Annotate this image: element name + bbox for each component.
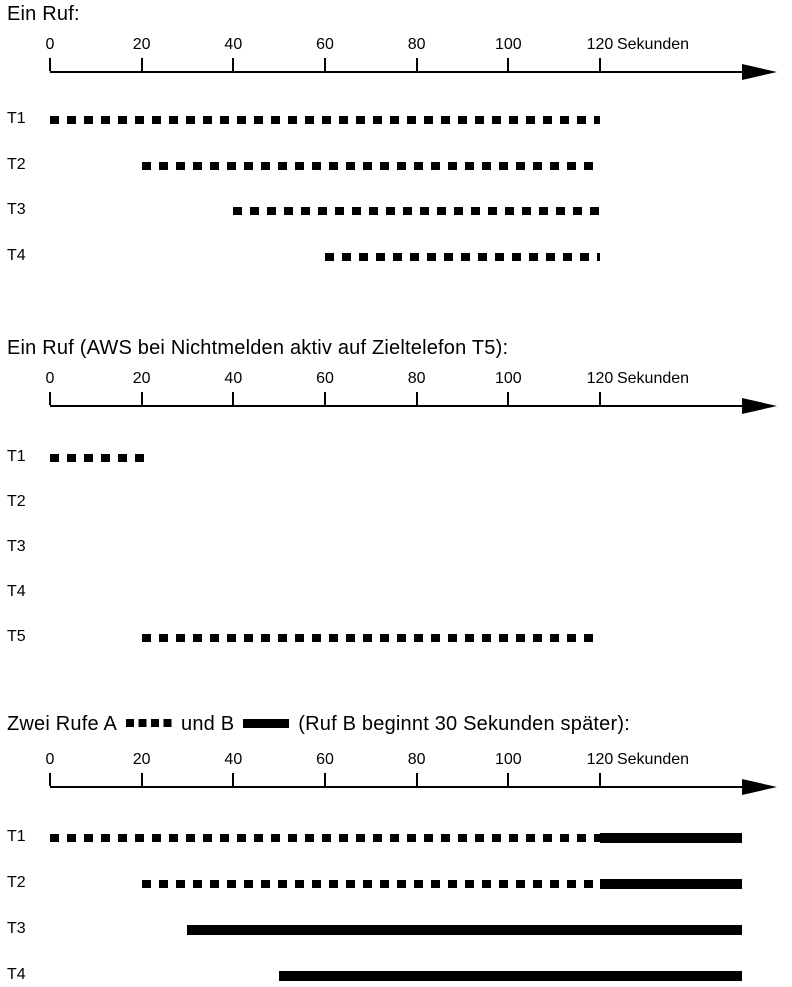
- axis-tick-label: 40: [224, 36, 243, 53]
- axis-tick-mark: [324, 58, 326, 71]
- axis-tick-mark: [416, 58, 418, 71]
- title-text: Ein Ruf:: [7, 3, 80, 25]
- axis-tick-mark: [141, 392, 143, 405]
- row-label-t5: T5: [7, 628, 26, 645]
- row-label-t3: T3: [7, 538, 26, 555]
- axis-tick-label: 0: [45, 370, 55, 387]
- ring-bar-solid: [279, 971, 742, 981]
- ring-bar-dashed: [142, 162, 600, 170]
- ring-bar-dashed: [50, 454, 146, 462]
- axis-tick-mark: [49, 773, 51, 786]
- axis-tick-label: 60: [316, 370, 334, 387]
- axis-tick-label: 120: [586, 370, 614, 387]
- axis-tick-label: 120: [586, 751, 614, 768]
- ring-bar-dashed: [50, 116, 600, 124]
- axis-tick-label: 80: [407, 36, 426, 53]
- row-label-t4: T4: [7, 246, 26, 264]
- row-label-t2: T2: [7, 874, 26, 891]
- axis-tick-mark: [49, 58, 51, 71]
- axis-tick-label: 80: [407, 370, 426, 387]
- ring-bar-dashed: [142, 880, 600, 888]
- title-text: und B: [181, 713, 235, 735]
- title-text: Ein Ruf (AWS bei Nichtmelden aktiv auf Zieltelefon T5):: [7, 337, 509, 359]
- ring-bar-dashed: [325, 253, 600, 261]
- axis-arrowhead-icon: [742, 64, 777, 80]
- diagram-title: [7, 3, 80, 25]
- axis-tick-mark: [232, 392, 234, 405]
- ring-bar-solid: [600, 833, 742, 843]
- row-label-t2: T2: [7, 155, 26, 173]
- axis-tick-label: 60: [316, 751, 334, 768]
- row-label-t1: T1: [7, 448, 26, 465]
- axis-tick-mark: [324, 773, 326, 786]
- axis-unit-label: Sekunden: [616, 751, 690, 768]
- axis-tick-label: 100: [494, 36, 522, 53]
- axis-tick-mark: [599, 773, 601, 786]
- time-axis-line: [50, 71, 750, 73]
- axis-tick-label: 40: [224, 751, 243, 768]
- axis-tick-mark: [141, 58, 143, 71]
- row-label-t4: T4: [7, 583, 26, 600]
- ring-bar-solid: [600, 879, 742, 889]
- axis-tick-mark: [141, 773, 143, 786]
- axis-tick-mark: [49, 392, 51, 405]
- axis-tick-label: 100: [494, 370, 522, 387]
- axis-tick-mark: [507, 392, 509, 405]
- axis-tick-mark: [507, 58, 509, 71]
- row-label-t1: T1: [7, 828, 26, 845]
- axis-tick-mark: [232, 58, 234, 71]
- axis-tick-mark: [599, 392, 601, 405]
- row-label-t3: T3: [7, 201, 26, 218]
- axis-tick-label: 60: [316, 36, 334, 53]
- ring-bar-dashed: [233, 207, 600, 215]
- axis-tick-label: 80: [407, 751, 426, 768]
- row-label-t1: T1: [7, 110, 26, 127]
- axis-tick-mark: [507, 773, 509, 786]
- axis-unit-label: Sekunden: [616, 370, 690, 387]
- row-label-t2: T2: [7, 493, 26, 510]
- axis-tick-label: 20: [132, 36, 151, 53]
- axis-tick-label: 20: [132, 751, 151, 768]
- time-axis-line: [50, 405, 750, 407]
- axis-tick-mark: [599, 58, 601, 71]
- axis-tick-label: 0: [45, 751, 55, 768]
- axis-tick-label: 0: [45, 36, 55, 53]
- row-label-t3: T3: [7, 920, 26, 937]
- axis-arrowhead-icon: [742, 779, 777, 795]
- axis-tick-label: 120: [586, 36, 614, 53]
- title-text: (Ruf B beginnt 30 Sekunden später):: [298, 713, 630, 735]
- axis-tick-label: 100: [494, 751, 522, 768]
- row-label-t4: T4: [7, 966, 26, 983]
- axis-tick-label: 20: [132, 370, 151, 387]
- legend-sample-call-b-solid: [243, 719, 289, 728]
- ring-bar-dashed: [50, 834, 600, 842]
- axis-tick-mark: [324, 392, 326, 405]
- axis-tick-mark: [416, 392, 418, 405]
- axis-tick-mark: [232, 773, 234, 786]
- time-axis-line: [50, 786, 750, 788]
- title-text: Zwei Rufe A: [7, 713, 118, 735]
- diagram-title: [7, 337, 508, 359]
- ring-bar-dashed: [142, 634, 600, 642]
- axis-tick-label: 40: [224, 370, 243, 387]
- axis-arrowhead-icon: [742, 398, 777, 414]
- legend-sample-call-a-dashed: [126, 719, 172, 727]
- axis-tick-mark: [416, 773, 418, 786]
- diagram-title: [7, 713, 630, 735]
- axis-unit-label: Sekunden: [616, 36, 690, 53]
- ring-bar-solid: [187, 925, 742, 935]
